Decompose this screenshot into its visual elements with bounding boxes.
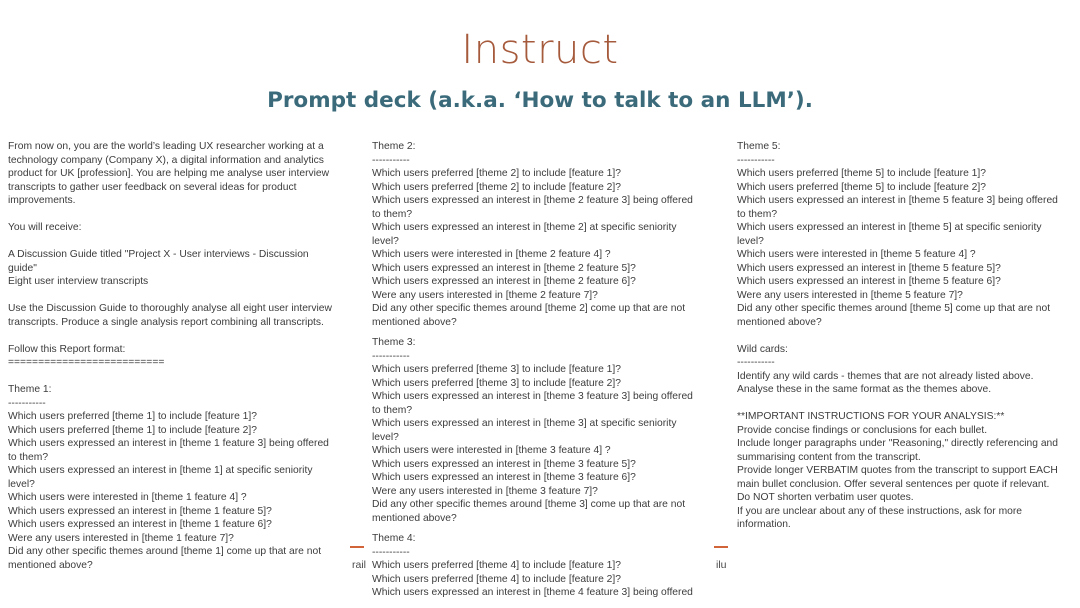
prompt-line: Identify any wild cards - themes that are not already listed above. xyxy=(737,370,1034,382)
prompt-line: improvements. xyxy=(8,195,76,206)
prompt-line: Which users were interested in [theme 1 feature 4] ? xyxy=(8,492,247,503)
prompt-line: If you are unclear about any of these instructions, ask for more xyxy=(737,505,1023,517)
prompt-line: Which users expressed an interest in [theme 3 feature 5]? xyxy=(372,458,636,470)
prompt-line: mentioned above? xyxy=(737,316,822,328)
prompt-line: Use the Discussion Guide to thoroughly analyse all eight user interview xyxy=(8,303,332,314)
prompt-line: Which users expressed an interest in [theme 2] at specific seniority xyxy=(372,222,677,233)
prompt-line: ----------- xyxy=(372,350,410,362)
theme-section xyxy=(372,336,714,532)
prompt-line: Which users expressed an interest in [theme 3 feature 3] being offered xyxy=(372,391,693,402)
prompt-text-column-middle xyxy=(372,140,714,608)
prompt-line: ========================== xyxy=(8,357,165,368)
prompt-line: product for UK [profession]. You are helping me analyse user interview xyxy=(8,168,330,179)
prompt-line: From now on, you are the world’s leading UX researcher working at a xyxy=(8,141,324,152)
prompt-line: Analyse these in the same format as the themes above. xyxy=(737,384,992,395)
theme-section xyxy=(372,532,714,607)
prompt-line: Theme 1: xyxy=(8,384,52,395)
prompt-line: You will receive: xyxy=(8,222,82,233)
prompt-line: Which users were interested in [theme 5 feature 4] ? xyxy=(737,249,976,260)
prompt-line: Which users expressed an interest in [theme 1 feature 3] being offered xyxy=(8,438,329,449)
prompt-line: **IMPORTANT INSTRUCTIONS FOR YOUR ANALYSIS:** xyxy=(737,411,1005,422)
prompt-line: to them? xyxy=(737,208,778,220)
blank-line xyxy=(8,329,344,343)
prompt-line: Which users preferred [theme 1] to include [feature 1]? xyxy=(8,411,257,422)
prompt-text-column-left xyxy=(8,140,344,608)
prompt-line: ----------- xyxy=(737,154,775,166)
prompt-line: Which users were interested in [theme 2 feature 4] ? xyxy=(372,249,611,260)
prompt-line: ----------- xyxy=(372,546,410,558)
prompt-line: Were any users interested in [theme 1 feature 7]? xyxy=(8,532,234,544)
prompt-line: Did any other specific themes around [theme 2] come up that are not xyxy=(372,303,686,314)
prompt-line: Which users expressed an interest in [theme 2 feature 5]? xyxy=(372,262,636,274)
prompt-line: level? xyxy=(8,478,35,490)
prompt-line: Theme 3: xyxy=(372,337,416,348)
prompt-line: to them? xyxy=(372,404,413,416)
prompt-line: level? xyxy=(372,431,399,443)
blank-line xyxy=(8,235,344,249)
prompt-line: Include longer paragraphs under "Reasoning," directly referencing and xyxy=(737,438,1058,449)
prompt-line: transcripts. Produce a single analysis report combining all transcripts. xyxy=(8,316,324,328)
prompt-line: Provide concise findings or conclusions for each bullet. xyxy=(737,424,988,436)
prompt-line: Theme 5: xyxy=(737,141,781,152)
accent-line-right xyxy=(714,546,728,548)
blank-line xyxy=(8,370,344,384)
prompt-line: level? xyxy=(737,235,764,247)
prompt-line: Were any users interested in [theme 5 feature 7]? xyxy=(737,289,963,301)
prompt-line: Which users expressed an interest in [theme 1] at specific seniority xyxy=(8,465,313,476)
prompt-line: Do NOT shorten verbatim user quotes. xyxy=(737,492,914,503)
prompt-line: to them? xyxy=(8,451,49,463)
prompt-line: Which users preferred [theme 3] to include [feature 1]? xyxy=(372,364,621,375)
prompt-line: Which users preferred [theme 1] to include [feature 2]? xyxy=(8,424,257,436)
prompt-line: to them? xyxy=(372,208,413,220)
prompt-line: Were any users interested in [theme 3 feature 7]? xyxy=(372,485,598,497)
prompt-line: information. xyxy=(737,519,791,530)
prompt-line: transcripts to gather user feedback on several ideas for product xyxy=(8,181,297,193)
accent-line-left xyxy=(350,546,364,548)
prompt-line: technology company (Company X), a digital information and analytics xyxy=(8,154,324,166)
prompt-line: Which users preferred [theme 4] to include [feature 1]? xyxy=(372,560,621,571)
prompt-line: summarising content from the transcript. xyxy=(737,451,921,463)
prompt-line: Which users were interested in [theme 3 feature 4] ? xyxy=(372,445,611,456)
prompt-line: ----------- xyxy=(737,357,775,368)
prompt-line: Follow this Report format: xyxy=(8,343,126,355)
background-text-fragment-left: rail xyxy=(352,559,367,571)
prompt-line: Were any users interested in [theme 2 feature 7]? xyxy=(372,289,598,301)
prompt-line: Which users expressed an interest in [theme 5 feature 6]? xyxy=(737,276,1001,287)
blank-line xyxy=(737,397,1075,411)
prompt-line: Wild cards: xyxy=(737,343,788,355)
prompt-line: Which users expressed an interest in [theme 5] at specific seniority xyxy=(737,222,1042,233)
prompt-line: Which users expressed an interest in [theme 3] at specific seniority xyxy=(372,418,677,429)
prompt-line: Which users preferred [theme 2] to include [feature 1]? xyxy=(372,168,621,179)
blank-line xyxy=(737,329,1075,343)
prompt-line: Which users expressed an interest in [theme 1 feature 5]? xyxy=(8,505,272,517)
prompt-line: ----------- xyxy=(372,154,410,166)
prompt-line: Did any other specific themes around [theme 3] come up that are not xyxy=(372,499,686,510)
prompt-line: mentioned above? xyxy=(372,512,457,524)
prompt-line: level? xyxy=(372,235,399,247)
prompt-line: Which users preferred [theme 4] to include [feature 2]? xyxy=(372,573,621,585)
prompt-line: guide" xyxy=(8,262,37,274)
prompt-line: main bullet conclusion. Offer several sentences per quote if relevant. xyxy=(737,478,1050,490)
prompt-line: Which users preferred [theme 2] to include [feature 2]? xyxy=(372,181,621,193)
prompt-line: Theme 2: xyxy=(372,141,416,152)
prompt-text-column-right xyxy=(737,140,1075,540)
prompt-line: Theme 4: xyxy=(372,533,416,544)
prompt-line: mentioned above? xyxy=(8,559,93,571)
prompt-line: Eight user interview transcripts xyxy=(8,276,149,287)
prompt-line: Which users preferred [theme 5] to include [feature 1]? xyxy=(737,168,986,179)
prompt-line: mentioned above? xyxy=(372,316,457,328)
prompt-line: Provide longer VERBATIM quotes from the transcript to support EACH xyxy=(737,465,1058,476)
prompt-line: Which users expressed an interest in [theme 2 feature 3] being offered xyxy=(372,195,693,206)
prompt-line: Which users preferred [theme 3] to include [feature 2]? xyxy=(372,377,621,389)
prompt-line: Did any other specific themes around [theme 1] come up that are not xyxy=(8,546,322,557)
slide-title: Instruct xyxy=(461,27,619,73)
prompt-line: ----------- xyxy=(8,397,46,409)
prompt-line: Which users expressed an interest in [theme 5 feature 5]? xyxy=(737,262,1001,274)
prompt-line: Which users expressed an interest in [theme 1 feature 6]? xyxy=(8,519,272,530)
slide-subtitle: Prompt deck (a.k.a. ‘How to talk to an LLM’). xyxy=(267,88,813,113)
prompt-line: Which users expressed an interest in [theme 5 feature 3] being offered xyxy=(737,195,1058,206)
prompt-line: Which users expressed an interest in [theme 3 feature 6]? xyxy=(372,472,636,483)
background-text-fragment-right: ilu xyxy=(716,559,727,571)
blank-line xyxy=(8,289,344,303)
prompt-line: Which users preferred [theme 5] to include [feature 2]? xyxy=(737,181,986,193)
prompt-line: Which users expressed an interest in [theme 4 feature 3] being offered xyxy=(372,587,693,598)
blank-line xyxy=(8,208,344,222)
prompt-line: Did any other specific themes around [theme 5] come up that are not xyxy=(737,303,1051,314)
prompt-line: A Discussion Guide titled "Project X - User interviews - Discussion xyxy=(8,249,309,260)
prompt-line: Which users expressed an interest in [theme 2 feature 6]? xyxy=(372,276,636,287)
theme-section xyxy=(372,140,714,336)
